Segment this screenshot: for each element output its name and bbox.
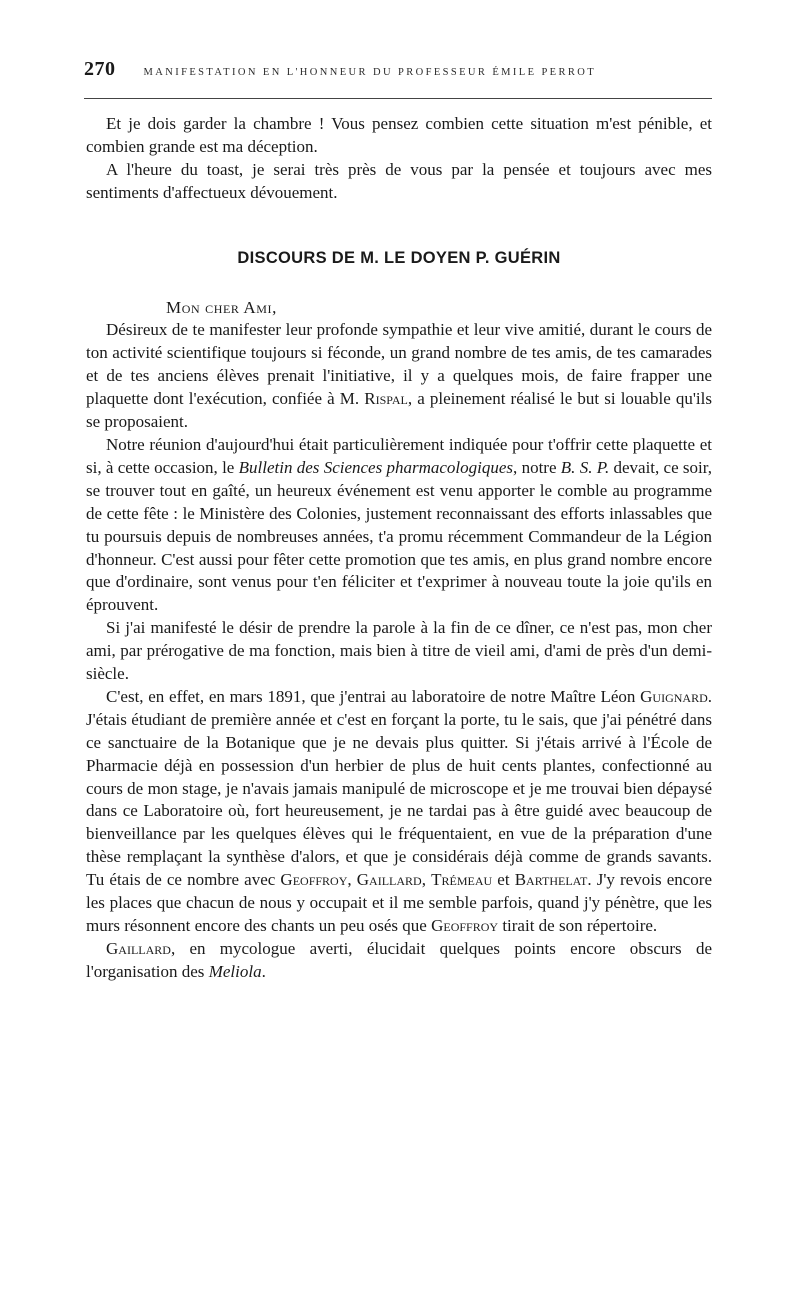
paragraph: A l'heure du toast, je serai très près de vous par la pensée et toujours avec mes sentiments d'affectueux dévouement.: [86, 159, 712, 202]
journal-abbrev: B. S. P.: [560, 457, 610, 477]
person-name: Barthelat: [514, 870, 588, 890]
genus-name: Meliola: [208, 961, 262, 981]
speech-heading: DISCOURS DE M. LE DOYEN P. GUÉRIN: [237, 248, 561, 267]
page-number: 270: [84, 58, 116, 80]
running-title: MANIFESTATION EN L'HONNEUR DU PROFESSEUR ÉMILE PERROT: [143, 67, 597, 78]
person-name: Guignard: [640, 686, 708, 706]
paragraph: Notre réunion d'aujourd'hui était particulièrement indiquée pour t'offrir cette plaquette et si, à cette occasion, le Bulletin des Sciences pharmacologiques, notre B. S. P. devait, ce soir, se trouver tout en gaîté, un heureux événement est venu apporter le comble au programme de cette fête : le Ministère des Colonies, justement reconnaissant des efforts inlassables que tu poursuis depuis de nombreuses années, t'a promu récemment Commandeur de la Légion d'honneur. C'est aussi pour fêter cette promotion que tes amis, en plus grand nombre encore que d'ordinaire, sont venus pour t'en féliciter et t'exprimer à nouveau toute la joie qu'ils en éprouvent.: [86, 434, 713, 615]
person-name: Geoffroy: [431, 916, 499, 935]
person-name: Geoffroy: [280, 870, 348, 890]
person-name: Gaillard: [356, 870, 422, 890]
letter-conclusion: [86, 113, 712, 205]
person-name: Rispal: [364, 389, 408, 409]
paragraph: C'est, en effet, en mars 1891, que j'entrai au laboratoire de notre Maître Léon Guignard. J'étais étudiant de première année et c'est en forçant la porte, tu le sais, que j'ai pénétré dans ce sanctuaire de la Botanique que je ne devais plus quitter. Si j'étais arrivé à l'École de Pharmacie déjà en possession d'un herbier de plus de huit cents plantes, confectionné au cours de mon stage, je n'avais jamais manipulé de microscope et je me trouvai bien dépaysé dans ce Laboratoire où, fort heureusement, je ne tardai pas à être guidé avec beaucoup de bienveillance par les quelques élèves qui le fréquentaient, en vue de la préparation d'une thèse remplaçant la synthèse d'alors, et que je considérais déjà comme de grands savants. Tu étais de ce nombre avec Geoffroy, Gaillard, Trémeau et Barthelat. J'y revois encore les places que chacun de nous y occupait et il me semble parfois, quand j'y pénètre, que les murs résonnent encore des chants un peu osés que Geoffroy tirait de son répertoire.: [86, 686, 712, 935]
header-rule: [84, 98, 712, 99]
paragraph: Désireux de te manifester leur profonde sympathie et leur vive amitié, durant le cours de ton activité scientifique toujours si féconde, un grand nombre de tes amis, de tes camarades et de tes anciens élèves prenait l'initiative, il y a quelques mois, de faire frapper une plaquette dont l'exécution, confiée à M. Rispal, a pleinement réalisé le but si louable qu'ils se proposaient.: [86, 320, 712, 432]
paragraph: Gaillard, en mycologue averti, élucidait quelques points encore obscurs de l'organisation des Meliola.: [86, 938, 712, 981]
salutation: Mon cher Ami,: [166, 297, 278, 317]
page-body: [86, 113, 712, 984]
person-name: Gaillard: [106, 938, 171, 958]
paragraph: Et je dois garder la chambre ! Vous pensez combien cette situation m'est pénible, et combien grande est ma déception.: [86, 114, 712, 156]
paragraph: Si j'ai manifesté le désir de prendre la parole à la fin de ce dîner, ce n'est pas, mon cher ami, par prérogative de ma fonction, mais bien à titre de vieil ami, d'ami de près d'un demi-siècle.: [86, 618, 712, 684]
journal-title: Bulletin des Sciences pharmacologiques: [238, 457, 514, 477]
person-name: Trémeau: [431, 870, 493, 890]
running-header: [84, 58, 712, 81]
